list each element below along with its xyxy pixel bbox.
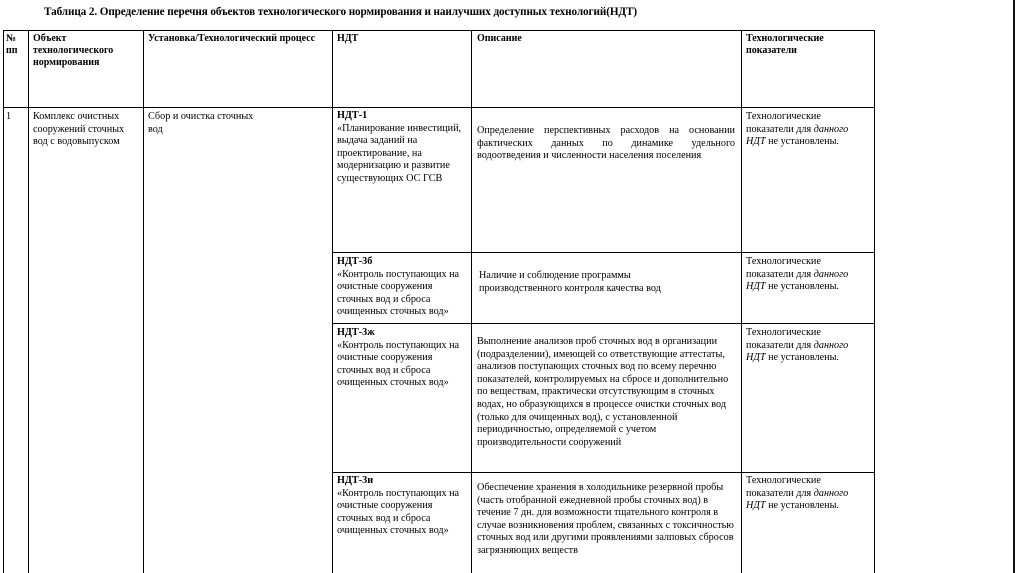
ndt-cell — [337, 327, 465, 390]
ndt-cell — [337, 256, 465, 319]
ndt-description: Наличие и соблюдение программы производственного контроля качества вод — [479, 270, 661, 294]
ndt-code: НДТ-1 — [337, 110, 368, 121]
indicator-italic: данного НДТ — [746, 268, 849, 293]
indicator-text: Технологические показатели для — [746, 327, 821, 351]
indicator-italic: данного НДТ — [746, 339, 849, 364]
ndt-cell — [337, 475, 465, 538]
ndt-code: НДТ-3ж — [337, 327, 375, 338]
ndt-code: НДТ-3и — [337, 475, 374, 486]
ndt-description: Обеспечение хранения в холодильнике резервной пробы (часть отобранной ежедневной пробы сточных вод) в течение 7 дн. для возможности тщательного контроля в случае возникновения проблем, связанных с токсичностью сточных вод или другими проявлениями залповых сбросов загрязняющих веществ — [477, 482, 734, 556]
row-num: 1 — [6, 111, 12, 122]
grid-line — [143, 30, 144, 573]
grid-line — [874, 30, 875, 573]
indicator-tail: не установлены. — [765, 352, 839, 364]
header-process: Установка/Технологический процесс — [148, 33, 316, 44]
grid-line — [3, 107, 875, 108]
ndt-indicators — [746, 111, 870, 149]
indicator-italic: данного НДТ — [746, 487, 849, 512]
ndt-indicators — [746, 327, 870, 365]
ndt-indicators — [746, 475, 870, 513]
header-description: Описание — [477, 33, 522, 44]
ndt-description: Определение перспективных расходов на основании фактических данных по динамике удельного водоотведения и численности населения поселения — [477, 125, 735, 162]
grid-line — [741, 30, 742, 573]
row-object: Комплекс очистных сооружений сточных вод с водовыпуском — [33, 111, 125, 148]
grid-line — [471, 30, 472, 573]
header-ndt: НДТ — [337, 33, 359, 44]
indicator-italic: данного НДТ — [746, 123, 849, 148]
ndt-name: «Планирование инвестиций, выдача заданий на проектирование, на модернизацию и развитие существующих ОС ГСВ — [337, 122, 462, 184]
indicator-text: Технологические показатели для — [746, 475, 821, 499]
header-num: № пп — [6, 33, 18, 57]
indicator-tail: не установлены. — [765, 281, 839, 293]
ndt-name: «Контроль поступающих на очистные сооружения сточных вод и сброса очищенных сточных вод» — [337, 487, 460, 537]
grid-line — [28, 30, 29, 573]
grid-line — [332, 323, 875, 324]
indicator-tail: не установлены. — [765, 500, 839, 512]
header-object: Объект технологического нормирования — [33, 33, 114, 69]
ndt-cell — [337, 110, 465, 186]
grid-line — [332, 30, 333, 573]
indicator-text: Технологические показатели для — [746, 256, 821, 280]
table-title: Таблица 2. Определение перечня объектов технологического нормирования и наилучших доступных технологий(НДТ) — [44, 6, 638, 18]
grid-line — [3, 30, 875, 31]
indicator-tail: не установлены. — [765, 136, 839, 148]
header-indicators: Технологические показатели — [746, 33, 824, 57]
grid-line — [332, 252, 875, 253]
ndt-indicators — [746, 256, 870, 294]
grid-line — [332, 472, 875, 473]
grid-line — [3, 30, 4, 573]
ndt-name: «Контроль поступающих на очистные сооружения сточных вод и сброса очищенных сточных вод» — [337, 339, 460, 389]
ndt-code: НДТ-3б — [337, 256, 373, 267]
indicator-text: Технологические показатели для — [746, 111, 821, 135]
row-process: Сбор и очистка сточных вод — [148, 111, 254, 135]
ndt-description: Выполнение анализов проб сточных вод в организации (подразделении), имеющей со ответствующие аттестаты, анализов поступающих сточных вод по всему перечню показателей, контролируемых на сбросе и дополнительно по веществам, практически отсутствующим в сточных водах, но образующихся в процессе очистки сточных вод (только для очищенных вод), с установленной периодичностью, определяемой с учетом производительности сооружений — [477, 336, 729, 448]
page-edge — [1013, 0, 1015, 573]
ndt-name: «Контроль поступающих на очистные сооружения сточных вод и сброса очищенных сточных вод» — [337, 268, 460, 318]
